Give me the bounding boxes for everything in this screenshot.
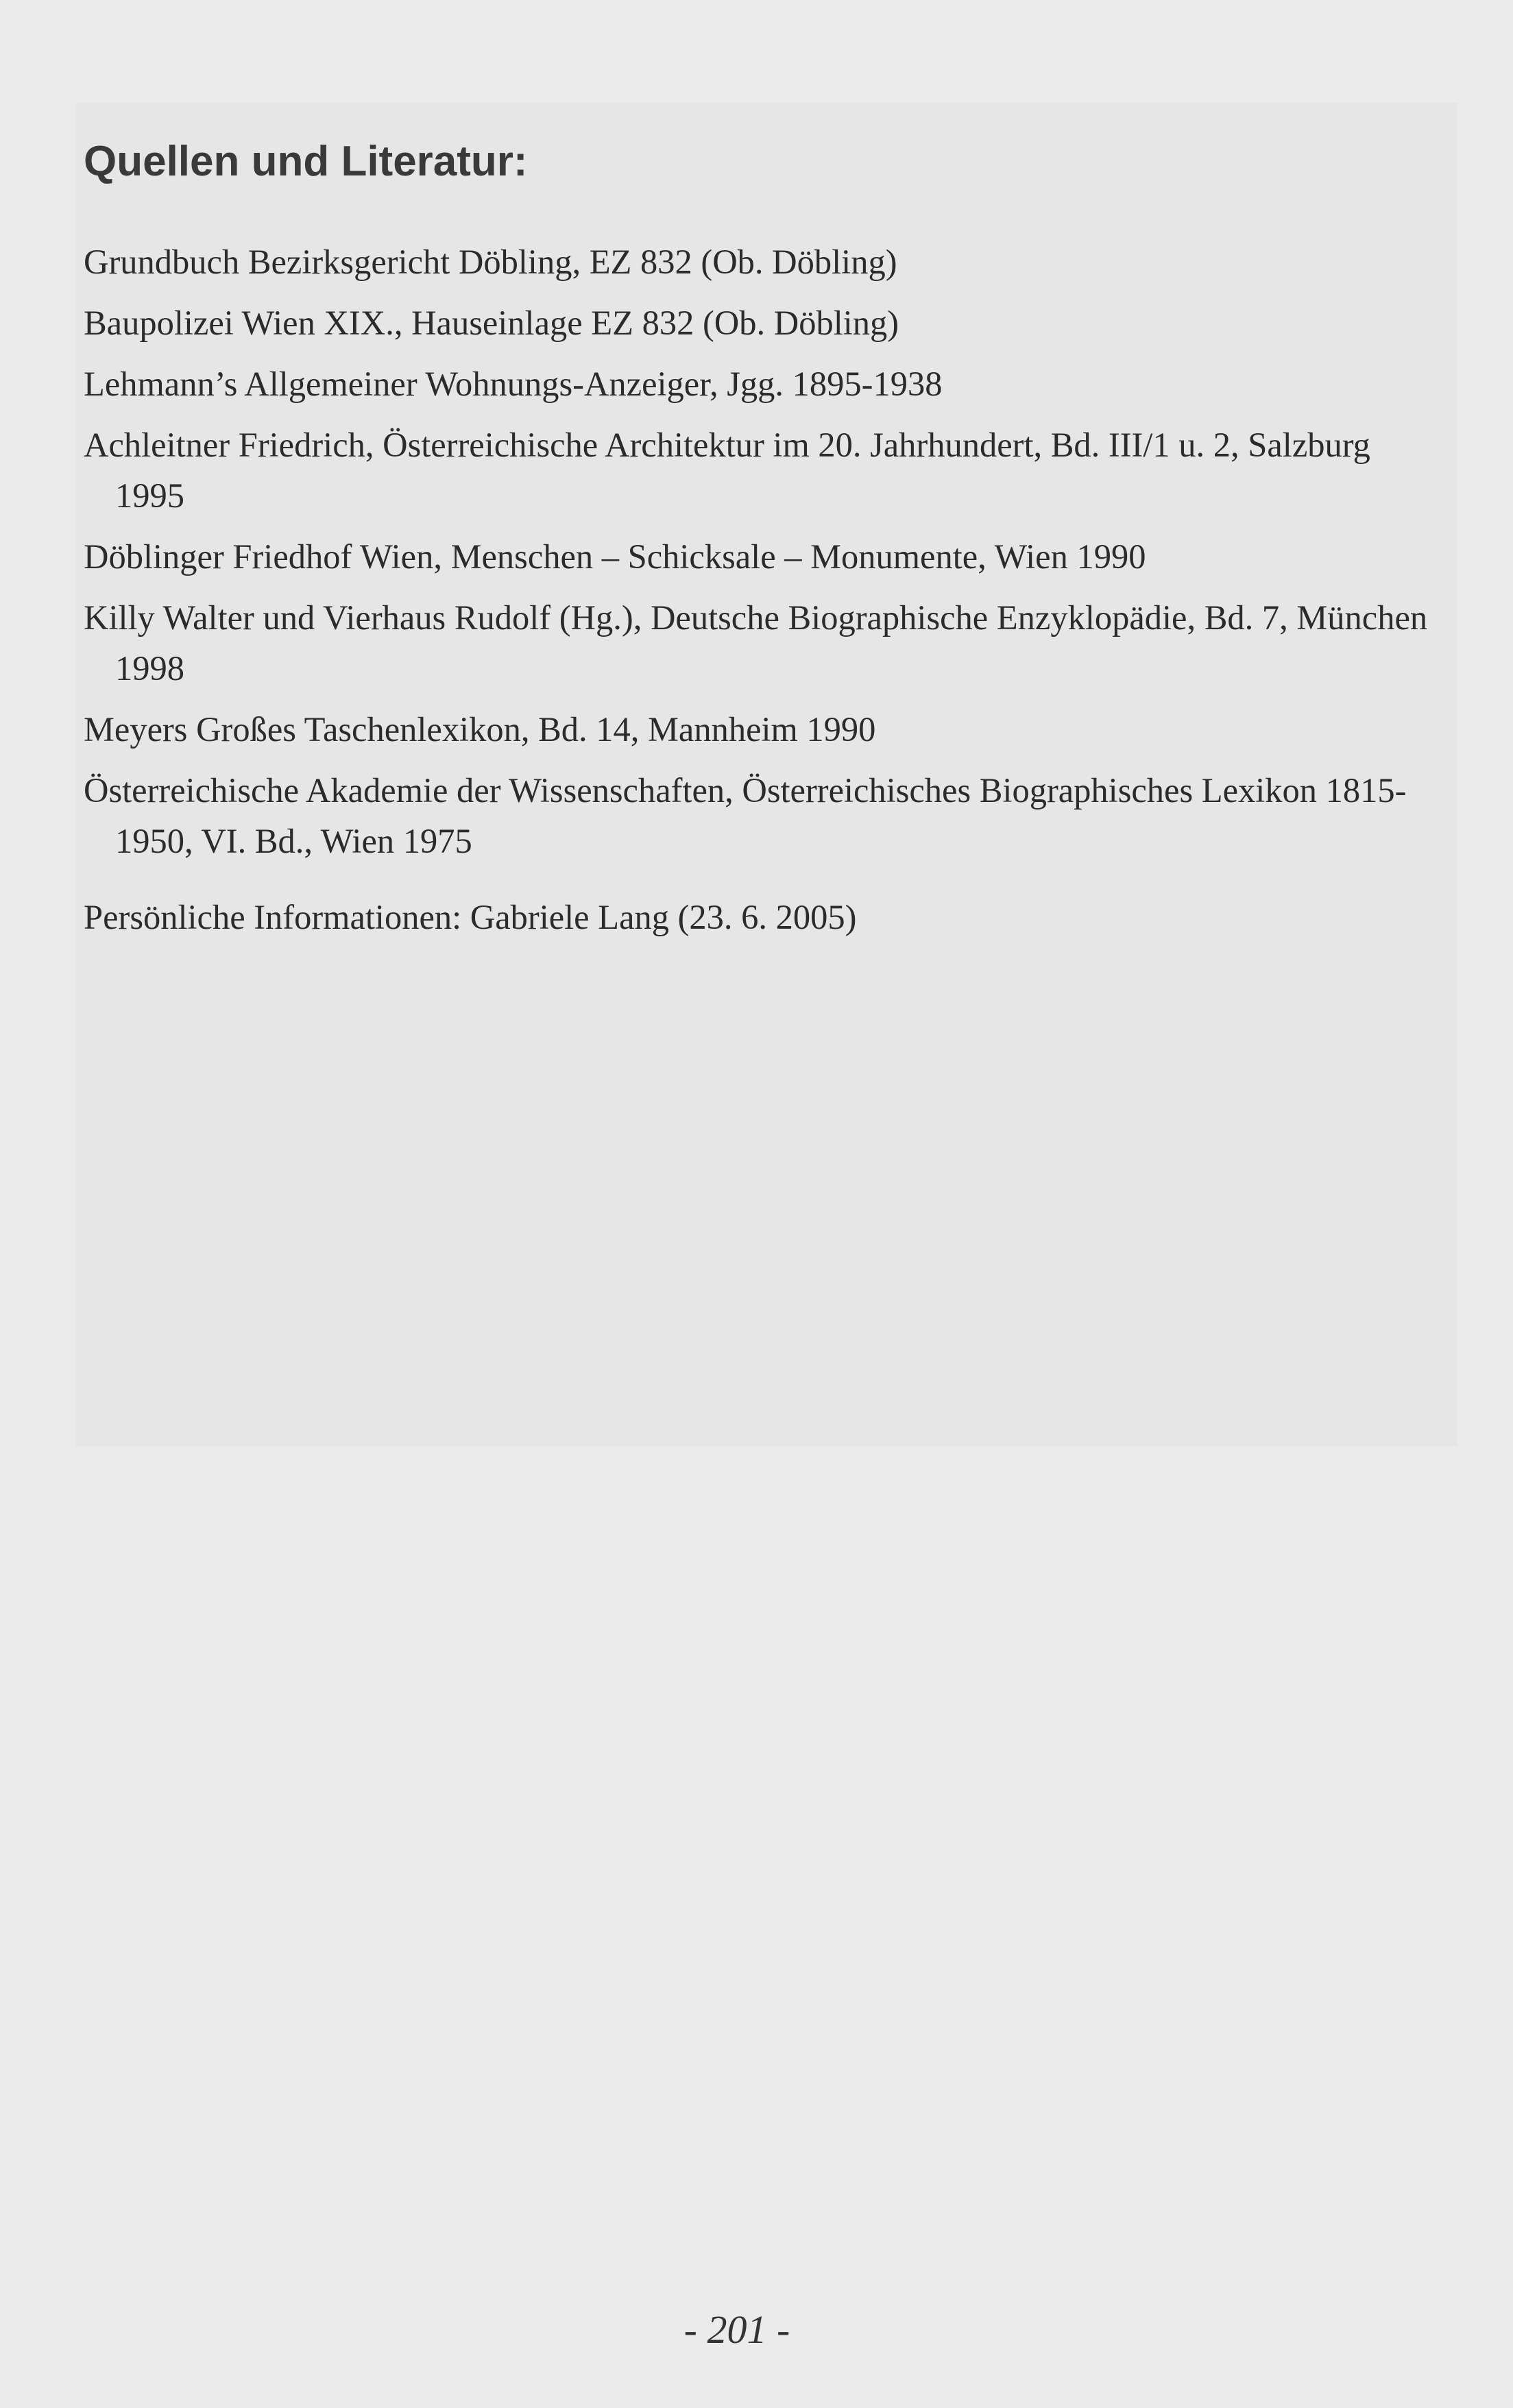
reference-list xyxy=(84,236,1444,953)
reference-item: Achleitner Friedrich, Österreichische Architektur im 20. Jahrhundert, Bd. III/1 u. 2, Salzburg 1995 xyxy=(84,426,1370,515)
reference-item: Meyers Großes Taschenlexikon, Bd. 14, Mannheim 1990 xyxy=(84,710,876,749)
reference-item: Persönliche Informationen: Gabriele Lang (23. 6. 2005) xyxy=(84,898,857,936)
reference-item: Baupolizei Wien XIX., Hauseinlage EZ 832 (Ob. Döbling) xyxy=(84,304,899,342)
reference-item: Grundbuch Bezirksgericht Döbling, EZ 832 (Ob. Döbling) xyxy=(84,243,897,281)
page-number: - 201 - xyxy=(683,2307,790,2352)
reference-item: Killy Walter und Vierhaus Rudolf (Hg.), Deutsche Biographische Enzyklopädie, Bd. 7, München 1998 xyxy=(84,598,1428,688)
reference-item: Österreichische Akademie der Wissenschaften, Österreichisches Biographisches Lexikon 1815-1950, VI. Bd., Wien 1975 xyxy=(84,771,1407,860)
reference-item: Lehmann’s Allgemeiner Wohnungs-Anzeiger, Jgg. 1895-1938 xyxy=(84,365,943,403)
section-heading: Quellen und Literatur: xyxy=(84,138,528,185)
reference-item: Döblinger Friedhof Wien, Menschen – Schicksale – Monumente, Wien 1990 xyxy=(84,537,1146,576)
